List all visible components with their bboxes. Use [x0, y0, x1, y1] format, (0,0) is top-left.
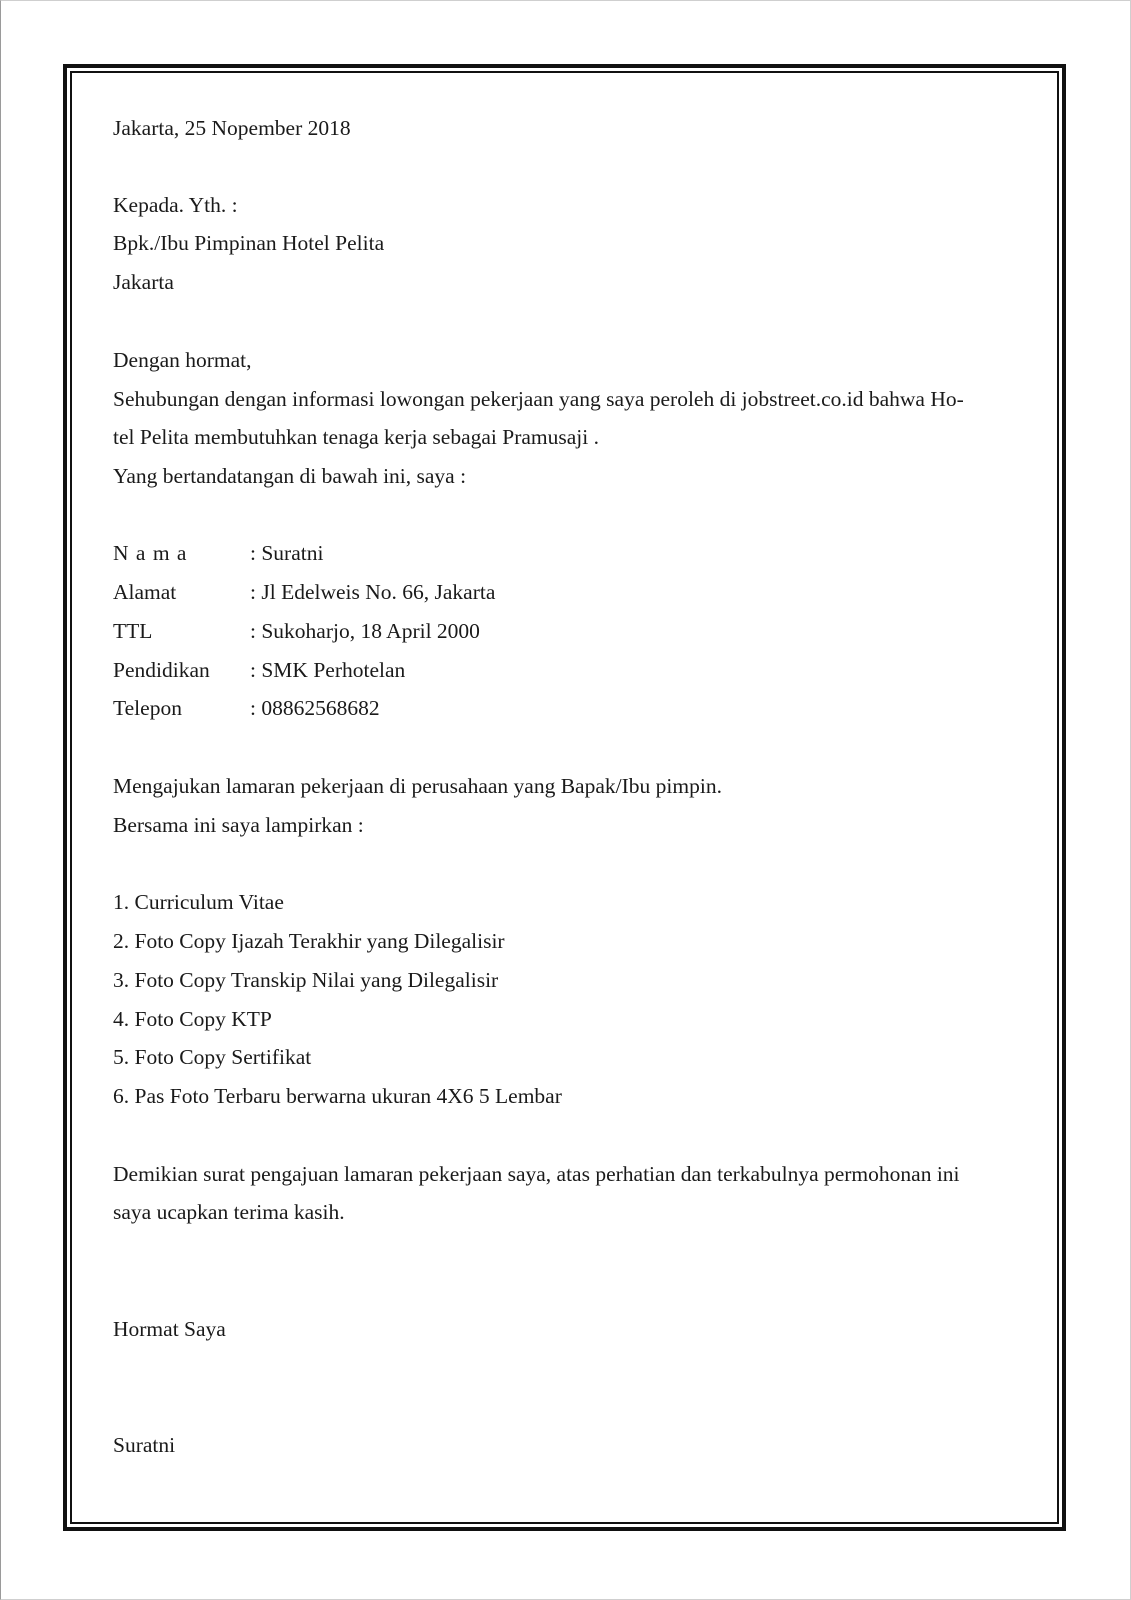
- detail-value: : Suratni: [250, 541, 324, 565]
- intro-line-1: Sehubungan dengan informasi lowongan pekerjaan yang saya peroleh di jobstreet.co.id bahwa Ho-: [113, 387, 964, 411]
- undersigned-line: Yang bertandatangan di bawah ini, saya :: [113, 464, 467, 488]
- apply-line: Mengajukan lamaran pekerjaan di perusahaan yang Bapak/Ibu pimpin.: [113, 774, 722, 798]
- recipient-salutation: Kepada. Yth. :: [113, 193, 238, 217]
- detail-label: Alamat: [113, 580, 177, 604]
- intro-line-2: tel Pelita membutuhkan tenaga kerja sebagai Pramusaji .: [113, 425, 599, 449]
- closing-line-1: Demikian surat pengajuan lamaran pekerjaan saya, atas perhatian dan terkabulnya permohonan ini: [113, 1162, 960, 1186]
- detail-value: : 08862568682: [250, 696, 380, 720]
- detail-label: Pendidikan: [113, 658, 210, 682]
- attachment-item: 5. Foto Copy Sertifikat: [113, 1045, 312, 1069]
- detail-value: : Jl Edelweis No. 66, Jakarta: [250, 580, 496, 604]
- attachment-item: 1. Curriculum Vitae: [113, 890, 284, 914]
- recipient-name: Bpk./Ibu Pimpinan Hotel Pelita: [113, 231, 385, 255]
- closing-line-2: saya ucapkan terima kasih.: [113, 1200, 345, 1224]
- attachment-item: 2. Foto Copy Ijazah Terakhir yang Dilegalisir: [113, 929, 505, 953]
- attachment-item: 3. Foto Copy Transkip Nilai yang Dilegalisir: [113, 968, 499, 992]
- detail-label: TTL: [113, 619, 153, 643]
- attachments-intro: Bersama ini saya lampirkan :: [113, 813, 364, 837]
- detail-label: N a m a: [113, 541, 188, 565]
- attachment-item: 6. Pas Foto Terbaru berwarna ukuran 4X6 5 Lembar: [113, 1084, 562, 1108]
- signature-name: Suratni: [113, 1433, 176, 1457]
- detail-label: Telepon: [113, 696, 182, 720]
- date-line: Jakarta, 25 Nopember 2018: [113, 116, 351, 140]
- detail-value: : Sukoharjo, 18 April 2000: [250, 619, 480, 643]
- greeting: Dengan hormat,: [113, 348, 252, 372]
- detail-value: : SMK Perhotelan: [250, 658, 406, 682]
- attachment-item: 4. Foto Copy KTP: [113, 1007, 272, 1031]
- regards: Hormat Saya: [113, 1317, 226, 1341]
- recipient-city: Jakarta: [113, 270, 174, 294]
